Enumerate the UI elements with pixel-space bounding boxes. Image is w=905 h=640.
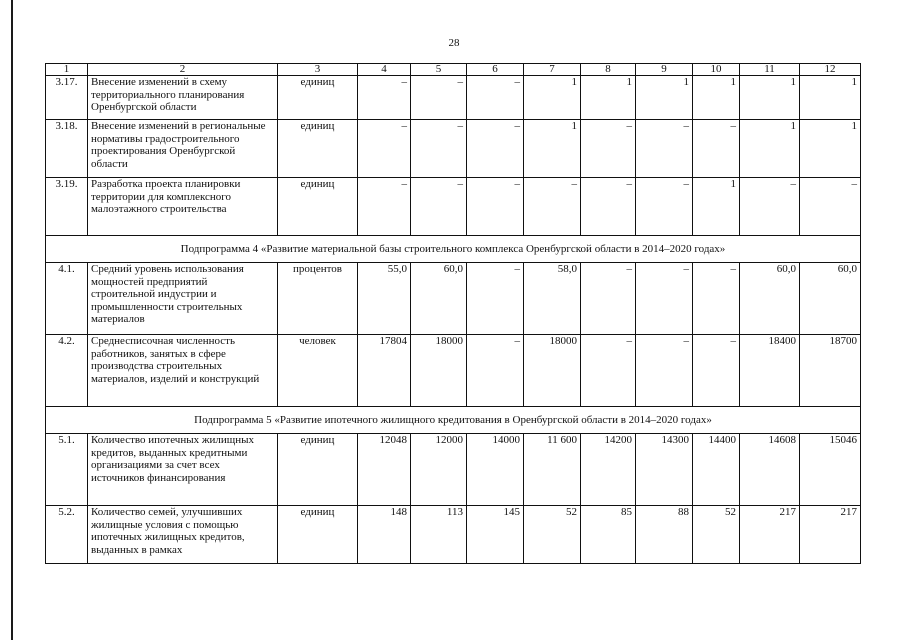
value-cell: – <box>800 178 861 236</box>
value-cell: – <box>581 335 636 407</box>
value-cell: 1 <box>740 120 800 178</box>
header-cell: 10 <box>693 64 740 76</box>
header-cell: 6 <box>467 64 524 76</box>
value-cell: – <box>581 263 636 335</box>
row-index: 5.1. <box>46 434 88 506</box>
value-cell: – <box>467 178 524 236</box>
value-cell: 1 <box>693 76 740 120</box>
value-cell: 113 <box>411 506 467 564</box>
indicator-name: Количество ипотечных жилищных кредитов, выданных кредитными организациями за счет всех источников финансирования <box>88 434 278 506</box>
value-cell: 1 <box>636 76 693 120</box>
value-cell: – <box>636 178 693 236</box>
header-row <box>46 64 861 76</box>
value-cell: 1 <box>524 120 581 178</box>
value-cell: – <box>581 178 636 236</box>
value-cell: 217 <box>740 506 800 564</box>
value-cell: 1 <box>693 178 740 236</box>
value-cell: 1 <box>524 76 581 120</box>
value-cell: 18000 <box>411 335 467 407</box>
header-cell: 7 <box>524 64 581 76</box>
indicator-name: Разработка проекта планировки территории для комплексного малоэтажного строительства <box>88 178 278 236</box>
value-cell: 18400 <box>740 335 800 407</box>
unit-cell: процентов <box>278 263 358 335</box>
value-cell: – <box>693 263 740 335</box>
value-cell: – <box>358 76 411 120</box>
value-cell: – <box>636 335 693 407</box>
value-cell: 217 <box>800 506 861 564</box>
subprogram-row <box>46 236 861 263</box>
value-cell: 12048 <box>358 434 411 506</box>
value-cell: – <box>411 76 467 120</box>
value-cell: 88 <box>636 506 693 564</box>
table-row <box>46 76 861 120</box>
unit-cell: единиц <box>278 76 358 120</box>
value-cell: 14200 <box>581 434 636 506</box>
indicator-name: Количество семей, улучшивших жилищные условия с помощью ипотечных жилищных кредитов, выданных в рамках <box>88 506 278 564</box>
value-cell: 14400 <box>693 434 740 506</box>
value-cell: 60,0 <box>800 263 861 335</box>
value-cell: 14300 <box>636 434 693 506</box>
unit-cell: единиц <box>278 434 358 506</box>
value-cell: – <box>636 263 693 335</box>
header-cell: 8 <box>581 64 636 76</box>
row-index: 4.1. <box>46 263 88 335</box>
value-cell: – <box>693 120 740 178</box>
value-cell: 60,0 <box>411 263 467 335</box>
value-cell: – <box>358 120 411 178</box>
value-cell: 52 <box>693 506 740 564</box>
value-cell: – <box>467 335 524 407</box>
row-index: 3.19. <box>46 178 88 236</box>
value-cell: 85 <box>581 506 636 564</box>
value-cell: 1 <box>581 76 636 120</box>
page-left-edge <box>11 0 13 640</box>
header-cell: 9 <box>636 64 693 76</box>
value-cell: 145 <box>467 506 524 564</box>
subprogram-row <box>46 407 861 434</box>
unit-cell: единиц <box>278 120 358 178</box>
value-cell: – <box>411 120 467 178</box>
header-cell: 5 <box>411 64 467 76</box>
value-cell: 58,0 <box>524 263 581 335</box>
value-cell: 15046 <box>800 434 861 506</box>
row-index: 4.2. <box>46 335 88 407</box>
value-cell: – <box>411 178 467 236</box>
value-cell: 11 600 <box>524 434 581 506</box>
value-cell: 1 <box>800 120 861 178</box>
header-cell: 1 <box>46 64 88 76</box>
unit-cell: единиц <box>278 178 358 236</box>
value-cell: 14000 <box>467 434 524 506</box>
table-row <box>46 506 861 564</box>
value-cell: 60,0 <box>740 263 800 335</box>
indicator-name: Внесение изменений в схему территориального планирования Оренбургской области <box>88 76 278 120</box>
value-cell: – <box>467 120 524 178</box>
value-cell: 12000 <box>411 434 467 506</box>
value-cell: 17804 <box>358 335 411 407</box>
value-cell: – <box>358 178 411 236</box>
table-row <box>46 434 861 506</box>
value-cell: 14608 <box>740 434 800 506</box>
value-cell: – <box>636 120 693 178</box>
header-cell: 2 <box>88 64 278 76</box>
table-row <box>46 178 861 236</box>
header-cell: 3 <box>278 64 358 76</box>
value-cell: 148 <box>358 506 411 564</box>
page-number: 28 <box>448 37 460 49</box>
value-cell: 55,0 <box>358 263 411 335</box>
value-cell: 18700 <box>800 335 861 407</box>
row-index: 3.17. <box>46 76 88 120</box>
table-row <box>46 263 861 335</box>
subprogram-title: Подпрограмма 5 «Развитие ипотечного жилищного кредитования в Оренбургской области в 2014–2020 годах» <box>46 407 861 434</box>
table-row <box>46 335 861 407</box>
row-index: 5.2. <box>46 506 88 564</box>
subprogram-title: Подпрограмма 4 «Развитие материальной базы строительного комплекса Оренбургской области в 2014–2020 годах» <box>46 236 861 263</box>
header-cell: 12 <box>800 64 861 76</box>
indicator-name: Среднесписочная численность работников, занятых в сфере производства строительных материалов, изделий и конструкций <box>88 335 278 407</box>
indicator-name: Средний уровень использования мощностей предприятий строительной индустрии и промышленности строительных материалов <box>88 263 278 335</box>
value-cell: 18000 <box>524 335 581 407</box>
value-cell: 1 <box>740 76 800 120</box>
header-cell: 11 <box>740 64 800 76</box>
value-cell: 52 <box>524 506 581 564</box>
value-cell: – <box>467 76 524 120</box>
row-index: 3.18. <box>46 120 88 178</box>
indicators-table <box>45 63 861 564</box>
unit-cell: единиц <box>278 506 358 564</box>
value-cell: – <box>581 120 636 178</box>
table-row <box>46 120 861 178</box>
indicator-name: Внесение изменений в региональные нормативы градостроительного проектирования Оренбургской области <box>88 120 278 178</box>
header-cell: 4 <box>358 64 411 76</box>
value-cell: – <box>467 263 524 335</box>
value-cell: – <box>524 178 581 236</box>
value-cell: – <box>740 178 800 236</box>
value-cell: 1 <box>800 76 861 120</box>
unit-cell: человек <box>278 335 358 407</box>
value-cell: – <box>693 335 740 407</box>
